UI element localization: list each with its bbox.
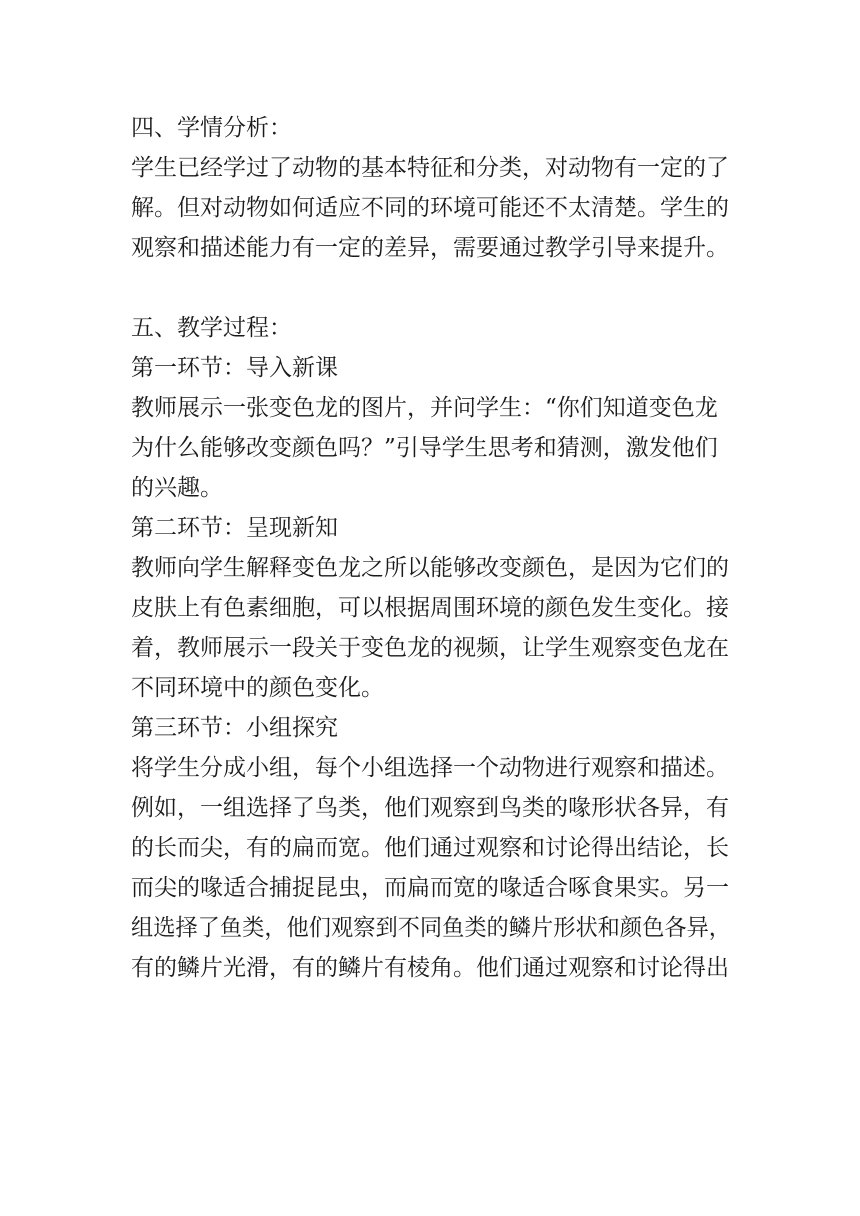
paragraph-line: 将学生分成小组，每个小组选择一个动物进行观察和描述。 [131,755,729,781]
paragraph-line: 的兴趣。 [131,475,223,501]
paragraph-line: 组选择了鱼类，他们观察到不同鱼类的鳞片形状和颜色各异， [131,915,732,941]
paragraph-line: 为什么能够改变颜色吗？”引导学生思考和猜测，激发他们 [131,435,718,461]
paragraph-line: 教师展示一张变色龙的图片，并问学生：“你们知道变色龙 [131,395,718,421]
paragraph-line: 教师向学生解释变色龙之所以能够改变颜色，是因为它们的 [131,555,729,581]
step-heading-new-knowledge: 第二环节：呈现新知 [131,515,338,541]
paragraph-line: 有的鳞片光滑，有的鳞片有棱角。他们通过观察和讨论得出 [131,955,729,981]
section-spacer [131,268,731,308]
step-heading-group-inquiry: 第三环节：小组探究 [131,715,338,741]
paragraph-line: 学生已经学过了动物的基本特征和分类，对动物有一定的了 [131,155,729,181]
step-heading-introduction: 第一环节：导入新课 [131,355,338,381]
paragraph-line: 而尖的喙适合捕捉昆虫，而扁而宽的喙适合啄食果实。另一 [131,875,729,901]
paragraph-line: 着，教师展示一段关于变色龙的视频，让学生观察变色龙在 [131,635,729,661]
paragraph-line: 例如，一组选择了鸟类，他们观察到鸟类的喙形状各异，有 [131,795,729,821]
paragraph-line: 的长而尖，有的扁而宽。他们通过观察和讨论得出结论，长 [131,835,729,861]
paragraph-line: 解。但对动物如何适应不同的环境可能还不太清楚。学生的 [131,195,729,221]
section-heading-student-analysis: 四、学情分析： [131,115,292,141]
paragraph-line: 皮肤上有色素细胞，可以根据周围环境的颜色发生变化。接 [131,595,729,621]
document-body [131,108,731,988]
paragraph-line: 观察和描述能力有一定的差异，需要通过教学引导来提升。 [131,235,729,261]
section-heading-teaching-process: 五、教学过程： [131,315,292,341]
paragraph-line: 不同环境中的颜色变化。 [131,675,384,701]
